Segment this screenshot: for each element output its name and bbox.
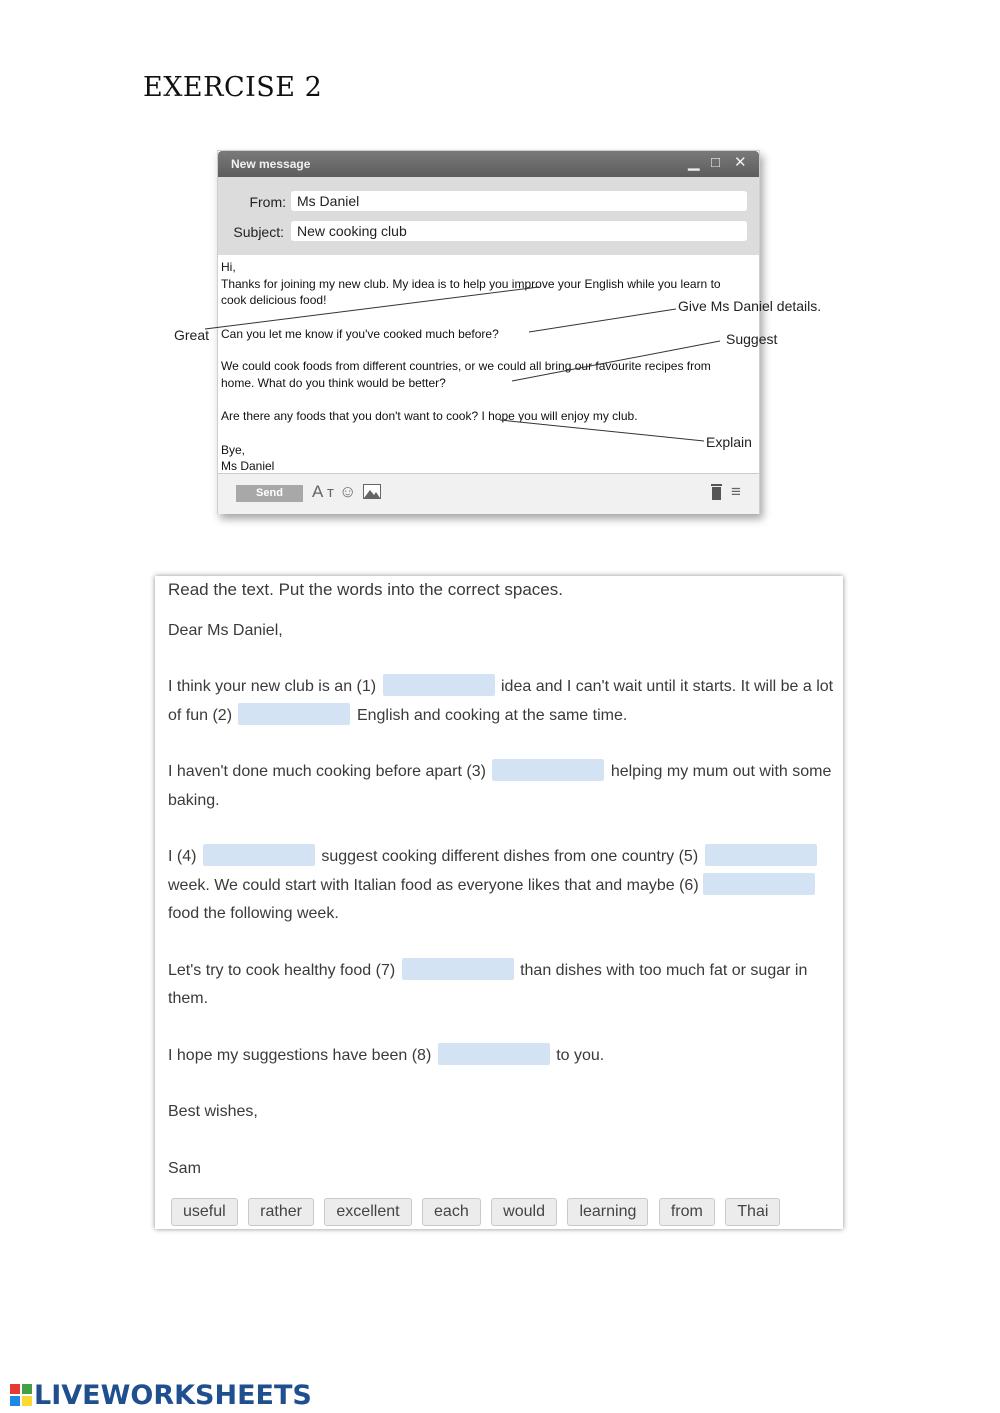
gap-5-input[interactable] [705,844,817,866]
letter-signature: Sam [168,1159,201,1177]
exercise-panel [155,576,843,1229]
letter-paragraph-5 [168,1042,836,1071]
letter-paragraph-4 [168,957,836,1014]
from-label: From: [249,194,286,210]
word-chip-would[interactable]: would [491,1198,557,1226]
letter-paragraph-3 [168,843,836,929]
word-chip-learning[interactable]: learning [567,1198,648,1226]
annotation-great: Great [174,327,210,343]
word-chip-excellent[interactable]: excellent [324,1198,411,1226]
email-paragraph: We could cook foods from different countries, or we could all bring our favourite recipes from home. What do you think would be better? [221,359,711,390]
from-field[interactable]: Ms Daniel [291,191,747,211]
send-button[interactable]: Send [236,485,303,502]
minimize-icon[interactable]: ▁ [688,154,700,171]
gap-2-input[interactable] [238,703,350,725]
letter-closing: Best wishes, [168,1103,258,1120]
liveworksheets-logo [10,1380,312,1411]
word-chip-thai[interactable]: Thai [725,1198,780,1226]
word-chip-rather[interactable]: rather [248,1198,314,1226]
gap-7-input[interactable] [402,958,514,980]
word-chip-useful[interactable]: useful [171,1198,238,1226]
logo-text: LIVEWORKSHEETS [34,1380,312,1411]
letter-paragraph-1 [168,673,836,730]
subject-field[interactable]: New cooking club [291,221,747,241]
menu-icon[interactable]: ≡ [731,482,741,501]
email-paragraph: Can you let me know if you've cooked much before? [221,326,499,341]
attach-icon[interactable]: ᴛ [327,484,334,501]
close-icon[interactable]: ✕ [734,154,747,171]
text-segment: than dishes with too much fat or sugar in them. [168,961,808,1007]
annotation-suggest: Suggest [726,331,778,347]
font-icon[interactable]: A [312,482,324,501]
annotation-explain: Explain [706,434,752,450]
word-chip-from[interactable]: from [659,1198,715,1226]
maximize-icon[interactable]: □ [711,154,721,171]
text-segment: I think your new club is an (1) [168,678,377,695]
annotation-give-details: Give Ms Daniel details. [678,298,822,314]
text-segment: suggest cooking different dishes from one country (5) [321,848,699,865]
text-segment: I (4) [168,848,197,865]
text-segment: Let's try to cook healthy food (7) [168,961,396,979]
gap-1-input[interactable] [383,674,495,696]
gap-8-input[interactable] [438,1043,550,1065]
logo-mark-icon [10,1384,32,1406]
email-greeting: Hi, [221,260,236,274]
instruction: Read the text. Put the words into the correct spaces. [168,580,563,599]
subject-label: Subject: [233,224,284,240]
text-segment: week. We could start with Italian food as everyone likes that and maybe (6) [168,876,699,894]
email-paragraph: Are there any foods that you don't want to cook? I hope you will enjoy my club. [221,409,638,423]
text-segment: English and cooking at the same time. [356,706,628,724]
exercise-text [168,576,836,1183]
text-segment: food the following week. [168,905,339,922]
gap-3-input[interactable] [492,759,604,781]
gap-6-input[interactable] [703,873,815,895]
text-segment: to you. [556,1046,605,1064]
text-segment: I hope my suggestions have been (8) [168,1046,432,1064]
email-signoff: Bye, [221,442,246,457]
letter-paragraph-2 [168,758,836,815]
letter-greeting: Dear Ms Daniel, [168,621,283,639]
word-chip-each[interactable]: each [422,1198,481,1226]
text-segment: helping my mum out with some baking. [168,763,832,809]
exercise-title: EXERCISE 2 [143,72,323,103]
email-window-title: New message [231,157,311,171]
text-segment: I haven't done much cooking before apart (3) [168,763,486,780]
text-segment: idea and I can't wait until it starts. It will be a lot of fun (2) [168,678,834,724]
annotation-lines [0,0,1000,520]
emoji-icon[interactable]: ☺ [339,482,357,501]
gap-4-input[interactable] [203,844,315,866]
email-sender-name: Ms Daniel [221,459,275,473]
email-paragraph: Thanks for joining my new club. My idea is to help you improve your English while you learn to cook delicious food! [221,276,721,307]
word-bank [171,1198,831,1226]
